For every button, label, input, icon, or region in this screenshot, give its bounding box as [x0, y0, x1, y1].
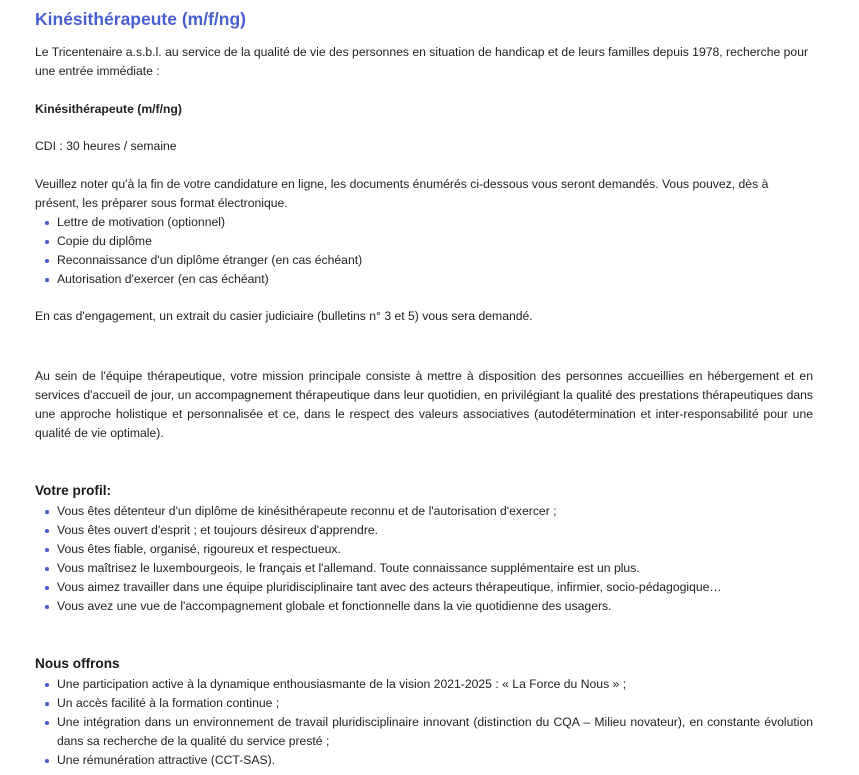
page-title: Kinésithérapeute (m/f/ng) [35, 9, 246, 29]
list-item: Vous aimez travailler dans une équipe pluridisciplinaire tant avec des acteurs thérapeutique, infirmier, socio-pédagogique… [35, 578, 813, 597]
documents-list [35, 213, 813, 289]
list-item: Lettre de motivation (optionnel) [35, 213, 813, 232]
position-name: Kinésithérapeute (m/f/ng) [35, 102, 182, 116]
list-item: Vous avez une vue de l'accompagnement globale et fonctionnelle dans la vie quotidienne des usagers. [35, 597, 813, 616]
profile-list [35, 502, 813, 616]
documents-note: Veuillez noter qu'à la fin de votre candidature en ligne, les documents énumérés ci-dessous vous seront demandés. Vous pouvez, dès à présent, les préparer sous format électronique. [35, 177, 769, 210]
profile-heading: Votre profil: [35, 483, 112, 498]
intro-paragraph: Le Tricentenaire a.s.b.l. au service de la qualité de vie des personnes en situation de handicap et de leurs familles depuis 1978, recherche pour une entrée immédiate : [35, 45, 809, 78]
list-item: Une participation active à la dynamique enthousiasmante de la vision 2021-2025 : « La Force du Nous » ; [35, 675, 813, 694]
list-item: Autorisation d'exercer (en cas échéant) [35, 270, 813, 289]
list-item: Vous maîtrisez le luxembourgeois, le français et l'allemand. Toute connaissance supplémentaire est un plus. [35, 559, 813, 578]
contract-info: CDI : 30 heures / semaine [35, 139, 177, 153]
list-item: Reconnaissance d'un diplôme étranger (en cas échéant) [35, 251, 813, 270]
criminal-record-note: En cas d'engagement, un extrait du casier judiciaire (bulletins n° 3 et 5) vous sera demandé. [35, 309, 533, 323]
list-item: Un accès facilité à la formation continue ; [35, 694, 813, 713]
list-item: Vous êtes détenteur d'un diplôme de kinésithérapeute reconnu et de l'autorisation d'exercer ; [35, 502, 813, 521]
offer-heading: Nous offrons [35, 656, 120, 671]
list-item: Vous êtes fiable, organisé, rigoureux et respectueux. [35, 540, 813, 559]
list-item: Vous êtes ouvert d'esprit ; et toujours désireux d'apprendre. [35, 521, 813, 540]
offer-list [35, 675, 813, 770]
list-item: Une intégration dans un environnement de travail pluridisciplinaire innovant (distinction du CQA – Milieu novateur), en constante évolution dans sa recherche de la qualité du service presté ; [35, 713, 813, 751]
list-item: Une rémunération attractive (CCT-SAS). [35, 751, 813, 770]
mission-paragraph: Au sein de l'équipe thérapeutique, votre mission principale consiste à mettre à disposition des personnes accueillies en hébergement et en services d'accueil de jour, un accompagnement thérapeutique dans leur quotidien, en privilégiant la qualité des prestations thérapeutiques dans une approche holistique et personnalisée et ce, dans le respect des valeurs associatives (autodétermination et inter-responsabilité pour une qualité de vie optimale). [35, 369, 813, 440]
list-item: Copie du diplôme [35, 232, 813, 251]
